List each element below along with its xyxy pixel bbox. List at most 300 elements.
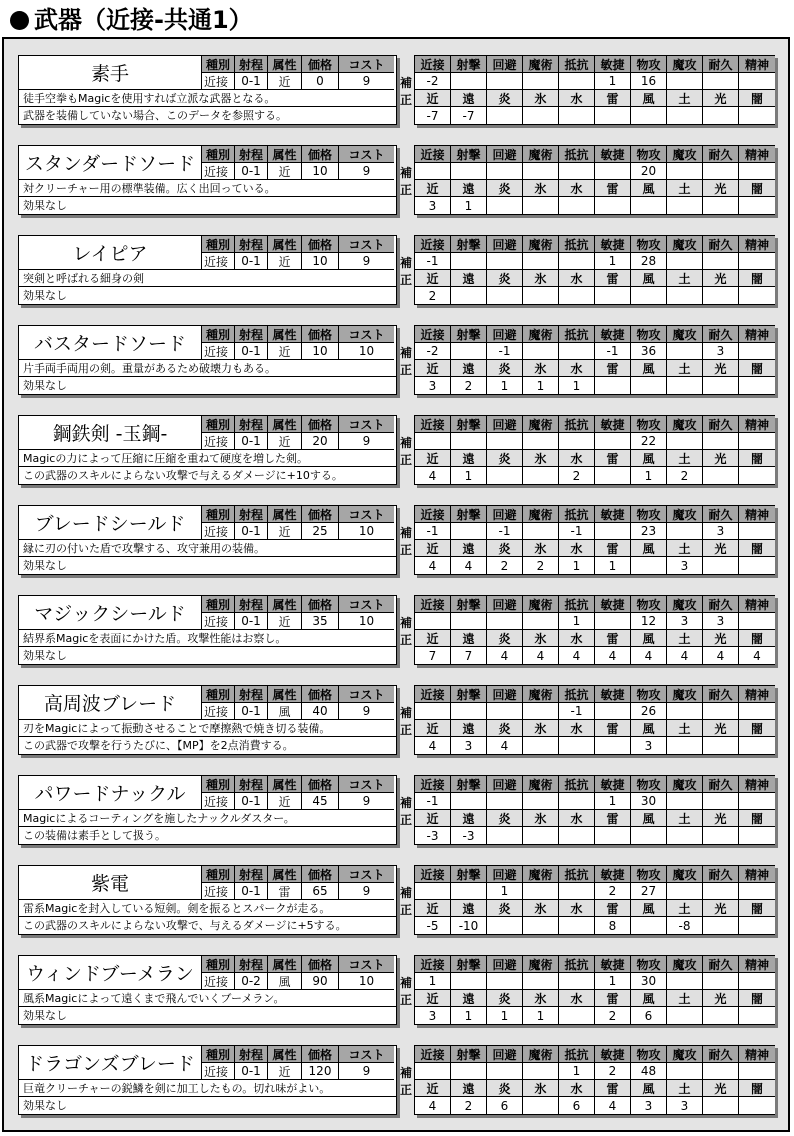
- bonus-value: [667, 253, 703, 270]
- bonus-header: 耐久: [703, 506, 739, 523]
- correction-value: 4: [487, 737, 523, 754]
- correction-value: [559, 827, 595, 844]
- correction-value: [703, 197, 739, 214]
- bonus-header: 物攻: [631, 146, 667, 163]
- correction-header: 遠: [451, 90, 487, 107]
- bonus-value: [559, 883, 595, 900]
- bonus-value: [487, 163, 523, 180]
- stat-header: 射程: [235, 596, 268, 613]
- correction-value: [523, 917, 559, 934]
- weapon-description: 突剣と呼ばれる細身の剣: [19, 270, 396, 287]
- correction-value: [739, 1007, 775, 1024]
- bonus-header: 近接: [415, 866, 451, 883]
- modifier-grid: [414, 505, 775, 575]
- bonus-header: 回避: [487, 1046, 523, 1063]
- bonus-header: 耐久: [703, 596, 739, 613]
- correction-header: 雷: [595, 360, 631, 377]
- correction-header: 水: [559, 1080, 595, 1097]
- bonus-header: 物攻: [631, 416, 667, 433]
- correction-value: [631, 827, 667, 844]
- correction-value: [559, 197, 595, 214]
- stat-header: 属性: [268, 506, 302, 523]
- bonus-header: 物攻: [631, 1046, 667, 1063]
- bonus-header: 魔術: [523, 326, 559, 343]
- stat-value-cost: 9: [339, 793, 394, 810]
- bonus-value: [415, 1063, 451, 1080]
- bonus-header: 敏捷: [595, 416, 631, 433]
- correction-header: 雷: [595, 990, 631, 1007]
- stat-header: 種別: [202, 776, 235, 793]
- bonus-value: [595, 703, 631, 720]
- bonus-label: 補: [399, 256, 412, 270]
- bonus-value: [595, 613, 631, 630]
- correction-header: 土: [667, 540, 703, 557]
- modifier-grid: [414, 235, 775, 305]
- stat-header: 価格: [302, 776, 339, 793]
- correction-value: [487, 827, 523, 844]
- bonus-header: 物攻: [631, 776, 667, 793]
- correction-value: [595, 737, 631, 754]
- correction-value: [667, 197, 703, 214]
- correction-header: 炎: [487, 1080, 523, 1097]
- correction-value: -3: [415, 827, 451, 844]
- bonus-header: 魔攻: [667, 506, 703, 523]
- correction-header: 光: [703, 90, 739, 107]
- correction-value: [631, 197, 667, 214]
- stat-header: 価格: [302, 956, 339, 973]
- bonus-header: 魔術: [523, 506, 559, 523]
- bonus-header: 抵抗: [559, 146, 595, 163]
- weapon-name: 紫電: [19, 866, 202, 900]
- bonus-value: [523, 1063, 559, 1080]
- modifier-grid: [414, 595, 775, 665]
- bonus-value: [595, 163, 631, 180]
- correction-header: 土: [667, 900, 703, 917]
- correction-header: 炎: [487, 900, 523, 917]
- correction-header: 炎: [487, 810, 523, 827]
- correction-header: 水: [559, 180, 595, 197]
- bonus-header: 敏捷: [595, 866, 631, 883]
- weapon-block: [18, 865, 775, 935]
- stat-header: 種別: [202, 1046, 235, 1063]
- correction-value: 4: [415, 737, 451, 754]
- correction-value: 4: [595, 647, 631, 664]
- bonus-header: 抵抗: [559, 596, 595, 613]
- correction-header: 闇: [739, 1080, 775, 1097]
- correction-value: 4: [631, 647, 667, 664]
- correction-value: 2: [667, 467, 703, 484]
- weapon-effect: この装備は素手として扱う。: [23, 829, 166, 842]
- bonus-value: [703, 973, 739, 990]
- bonus-header: 魔攻: [667, 1046, 703, 1063]
- bonus-header: 魔攻: [667, 956, 703, 973]
- correction-value: [523, 107, 559, 124]
- weapon-stats: [202, 56, 396, 90]
- correction-value: [595, 107, 631, 124]
- stat-value-element: 雷: [268, 883, 302, 900]
- correction-header: 雷: [595, 900, 631, 917]
- correction-value: 6: [559, 1097, 595, 1114]
- weapon-description: 雷系Magicを封入している短剣。剣を振るとスパークが走る。: [19, 900, 396, 917]
- bonus-header: 抵抗: [559, 506, 595, 523]
- bonus-header: 回避: [487, 686, 523, 703]
- correction-header: 土: [667, 630, 703, 647]
- bonus-value: [415, 613, 451, 630]
- correction-value: [487, 197, 523, 214]
- bonus-header: 近接: [415, 686, 451, 703]
- stat-header: 属性: [268, 956, 302, 973]
- correction-header: 闇: [739, 540, 775, 557]
- stat-header: 価格: [302, 506, 339, 523]
- stat-header: 価格: [302, 416, 339, 433]
- stat-value-type: 近接: [202, 883, 235, 900]
- correction-header: 水: [559, 990, 595, 1007]
- correction-value: -10: [451, 917, 487, 934]
- page-title-text: 武器（近接-共通1）: [34, 6, 253, 34]
- correction-value: [559, 287, 595, 304]
- bonus-value: [523, 973, 559, 990]
- weapon-block: [18, 415, 775, 485]
- correction-header: 近: [415, 540, 451, 557]
- correction-header: 光: [703, 900, 739, 917]
- correction-value: [667, 287, 703, 304]
- correction-header: 光: [703, 450, 739, 467]
- correction-label: 正: [399, 993, 412, 1007]
- correction-header: 風: [631, 270, 667, 287]
- correction-header: 水: [559, 360, 595, 377]
- weapon-name: ドラゴンズブレード: [19, 1046, 202, 1080]
- correction-header: 土: [667, 90, 703, 107]
- weapon-info-panel: [18, 775, 397, 845]
- correction-value: 3: [415, 197, 451, 214]
- modifier-grid: [414, 955, 775, 1025]
- stat-header: 射程: [235, 956, 268, 973]
- stat-value-price: 35: [302, 613, 339, 630]
- stat-header: 種別: [202, 236, 235, 253]
- correction-header: 氷: [523, 540, 559, 557]
- weapon-effect: この武器で攻撃を行うたびに、【MP】を2点消費する。: [23, 739, 294, 752]
- weapon-description: 片手両手両用の剣。重量があるため破壊力もある。: [19, 360, 396, 377]
- correction-value: 4: [415, 1097, 451, 1114]
- stat-value-cost: 9: [339, 703, 394, 720]
- stat-value-element: 近: [268, 613, 302, 630]
- stat-value-type: 近接: [202, 343, 235, 360]
- bonus-value: 12: [631, 613, 667, 630]
- modifier-grid: [414, 415, 775, 485]
- bonus-value: [559, 163, 595, 180]
- correction-value: -7: [451, 107, 487, 124]
- bonus-header: 耐久: [703, 56, 739, 73]
- stat-value-price: 40: [302, 703, 339, 720]
- stat-header: コスト: [339, 506, 394, 523]
- correction-value: [523, 1097, 559, 1114]
- weapon-stats: [202, 146, 396, 180]
- bonus-value: [595, 523, 631, 540]
- bonus-value: [703, 253, 739, 270]
- correction-header: 水: [559, 810, 595, 827]
- bonus-value: [739, 73, 775, 90]
- bonus-header: 物攻: [631, 956, 667, 973]
- bonus-value: [739, 523, 775, 540]
- correction-value: [703, 287, 739, 304]
- stat-header: コスト: [339, 146, 394, 163]
- bonus-header: 敏捷: [595, 776, 631, 793]
- weapon-info-panel: [18, 325, 397, 395]
- bonus-value: [667, 433, 703, 450]
- correction-value: [739, 917, 775, 934]
- bonus-header: 精神: [739, 236, 775, 253]
- correction-header: 近: [415, 810, 451, 827]
- bonus-value: 1: [415, 973, 451, 990]
- correction-value: [487, 467, 523, 484]
- correction-label: 正: [399, 453, 412, 467]
- bonus-header: 敏捷: [595, 1046, 631, 1063]
- correction-value: [703, 1007, 739, 1024]
- correction-header: 近: [415, 450, 451, 467]
- bonus-header: 回避: [487, 416, 523, 433]
- correction-header: 風: [631, 180, 667, 197]
- bonus-value: 1: [487, 883, 523, 900]
- correction-value: [595, 827, 631, 844]
- correction-header: 近: [415, 630, 451, 647]
- correction-header: 闇: [739, 630, 775, 647]
- row-labels: [399, 955, 413, 1025]
- bonus-value: [451, 253, 487, 270]
- weapon-name: レイピア: [19, 236, 202, 270]
- correction-value: 1: [631, 467, 667, 484]
- stat-header: 価格: [302, 686, 339, 703]
- correction-header: 光: [703, 720, 739, 737]
- correction-value: 3: [667, 1097, 703, 1114]
- bonus-header: 物攻: [631, 596, 667, 613]
- bonus-header: 回避: [487, 56, 523, 73]
- stat-header: 属性: [268, 146, 302, 163]
- row-labels: [399, 595, 413, 665]
- bonus-header: 近接: [415, 236, 451, 253]
- bonus-header: 射撃: [451, 416, 487, 433]
- weapon-description: 刃をMagicによって振動させることで摩擦熱で焼き切る装備。: [19, 720, 396, 737]
- correction-value: 1: [523, 377, 559, 394]
- weapon-effect: 効果なし: [23, 559, 67, 572]
- bonus-header: 近接: [415, 956, 451, 973]
- correction-header: 氷: [523, 720, 559, 737]
- bonus-header: 回避: [487, 866, 523, 883]
- bonus-value: [523, 883, 559, 900]
- correction-header: 水: [559, 270, 595, 287]
- row-labels: [399, 775, 413, 845]
- bonus-value: 1: [559, 1063, 595, 1080]
- correction-value: 1: [559, 377, 595, 394]
- bonus-value: [739, 613, 775, 630]
- correction-value: -8: [667, 917, 703, 934]
- correction-label: 正: [399, 273, 412, 287]
- correction-value: [703, 1097, 739, 1114]
- bonus-value: [559, 343, 595, 360]
- bonus-value: [739, 1063, 775, 1080]
- bonus-label: 補: [399, 346, 412, 360]
- bonus-header: 物攻: [631, 56, 667, 73]
- stat-header: 種別: [202, 416, 235, 433]
- bonus-label: 補: [399, 76, 412, 90]
- bonus-header: 近接: [415, 326, 451, 343]
- row-labels: [399, 325, 413, 395]
- bonus-header: 魔攻: [667, 56, 703, 73]
- bonus-value: [523, 433, 559, 450]
- bonus-header: 射撃: [451, 326, 487, 343]
- row-labels: [399, 235, 413, 305]
- bonus-value: -1: [487, 523, 523, 540]
- stat-value-range: 0-1: [235, 73, 268, 90]
- stat-value-element: 風: [268, 973, 302, 990]
- title-bar: [2, 2, 790, 39]
- bonus-header: 射撃: [451, 146, 487, 163]
- bonus-value: 1: [595, 253, 631, 270]
- bonus-value: [523, 793, 559, 810]
- correction-value: 4: [487, 647, 523, 664]
- correction-value: [739, 557, 775, 574]
- stat-header: コスト: [339, 596, 394, 613]
- correction-header: 遠: [451, 810, 487, 827]
- bonus-header: 抵抗: [559, 866, 595, 883]
- bonus-value: [703, 73, 739, 90]
- correction-header: 氷: [523, 630, 559, 647]
- weapon-name: パワードナックル: [19, 776, 202, 810]
- bonus-header: 敏捷: [595, 596, 631, 613]
- bonus-header: 射撃: [451, 686, 487, 703]
- stat-header: 価格: [302, 866, 339, 883]
- correction-header: 風: [631, 1080, 667, 1097]
- bonus-header: 物攻: [631, 686, 667, 703]
- correction-value: [631, 107, 667, 124]
- weapon-description: Magicの力によって圧縮に圧縮を重ねて硬度を増した剣。: [19, 450, 396, 467]
- bonus-header: 敏捷: [595, 956, 631, 973]
- correction-header: 雷: [595, 630, 631, 647]
- weapon-stats: [202, 236, 396, 270]
- bonus-value: 1: [595, 73, 631, 90]
- correction-value: [739, 377, 775, 394]
- weapon-effect: 武器を装備していない場合、このデータを参照する。: [23, 109, 287, 122]
- bonus-value: [451, 883, 487, 900]
- stat-value-price: 0: [302, 73, 339, 90]
- weapon-block: [18, 1045, 775, 1115]
- bonus-value: [487, 973, 523, 990]
- correction-header: 炎: [487, 360, 523, 377]
- stat-header: 属性: [268, 326, 302, 343]
- correction-header: 氷: [523, 450, 559, 467]
- stat-value-element: 近: [268, 433, 302, 450]
- weapon-effect: 効果なし: [23, 1099, 67, 1112]
- correction-header: 水: [559, 630, 595, 647]
- bonus-value: -1: [415, 253, 451, 270]
- bonus-label: 補: [399, 706, 412, 720]
- stat-header: 射程: [235, 146, 268, 163]
- correction-label: 正: [399, 543, 412, 557]
- correction-value: [523, 287, 559, 304]
- stat-header: 価格: [302, 326, 339, 343]
- correction-value: [559, 737, 595, 754]
- weapon-description: 縁に刃の付いた盾で攻撃する、攻守兼用の装備。: [19, 540, 396, 557]
- correction-header: 水: [559, 450, 595, 467]
- correction-value: [739, 197, 775, 214]
- bonus-header: 抵抗: [559, 326, 595, 343]
- stat-value-type: 近接: [202, 703, 235, 720]
- stat-value-range: 0-1: [235, 343, 268, 360]
- bonus-header: 魔術: [523, 236, 559, 253]
- bonus-value: -1: [487, 343, 523, 360]
- stat-value-price: 10: [302, 343, 339, 360]
- weapon-stats: [202, 596, 396, 630]
- correction-header: 遠: [451, 180, 487, 197]
- correction-label: 正: [399, 1083, 412, 1097]
- correction-value: 4: [595, 1097, 631, 1114]
- stat-value-type: 近接: [202, 253, 235, 270]
- correction-value: [487, 107, 523, 124]
- correction-header: 光: [703, 360, 739, 377]
- stat-value-cost: 9: [339, 163, 394, 180]
- stat-value-range: 0-1: [235, 703, 268, 720]
- correction-value: [631, 377, 667, 394]
- modifier-grid: [414, 1045, 775, 1115]
- correction-value: 3: [631, 1097, 667, 1114]
- correction-header: 炎: [487, 540, 523, 557]
- weapon-description: Magicによるコーティングを施したナックルダスター。: [19, 810, 396, 827]
- correction-header: 氷: [523, 990, 559, 1007]
- bonus-value: -1: [595, 343, 631, 360]
- bonus-header: 耐久: [703, 776, 739, 793]
- stat-value-cost: 9: [339, 253, 394, 270]
- correction-value: [595, 377, 631, 394]
- bonus-value: [559, 433, 595, 450]
- correction-value: [667, 737, 703, 754]
- bonus-header: 敏捷: [595, 236, 631, 253]
- correction-label: 正: [399, 93, 412, 107]
- bonus-value: -2: [415, 73, 451, 90]
- correction-header: 炎: [487, 180, 523, 197]
- correction-value: 1: [451, 197, 487, 214]
- stat-header: 射程: [235, 686, 268, 703]
- weapon-info-panel: [18, 505, 397, 575]
- bonus-header: 回避: [487, 596, 523, 613]
- correction-value: 4: [415, 467, 451, 484]
- bonus-header: 敏捷: [595, 686, 631, 703]
- bonus-header: 近接: [415, 416, 451, 433]
- bullet-icon: [10, 11, 29, 30]
- correction-value: [739, 467, 775, 484]
- correction-value: [523, 467, 559, 484]
- correction-header: 氷: [523, 90, 559, 107]
- weapon-effect: 効果なし: [23, 199, 67, 212]
- bonus-value: [559, 793, 595, 810]
- correction-value: [703, 737, 739, 754]
- bonus-value: [487, 1063, 523, 1080]
- row-labels: [399, 865, 413, 935]
- correction-value: 1: [487, 377, 523, 394]
- stat-header: 属性: [268, 1046, 302, 1063]
- weapon-effect: 効果なし: [23, 649, 67, 662]
- stat-value-price: 20: [302, 433, 339, 450]
- correction-header: 近: [415, 900, 451, 917]
- stat-header: 種別: [202, 686, 235, 703]
- stat-value-price: 120: [302, 1063, 339, 1080]
- bonus-value: [595, 433, 631, 450]
- stat-header: コスト: [339, 236, 394, 253]
- stat-value-range: 0-1: [235, 253, 268, 270]
- bonus-value: [487, 433, 523, 450]
- bonus-header: 精神: [739, 506, 775, 523]
- bonus-value: [739, 163, 775, 180]
- bonus-header: 耐久: [703, 956, 739, 973]
- bonus-header: 回避: [487, 236, 523, 253]
